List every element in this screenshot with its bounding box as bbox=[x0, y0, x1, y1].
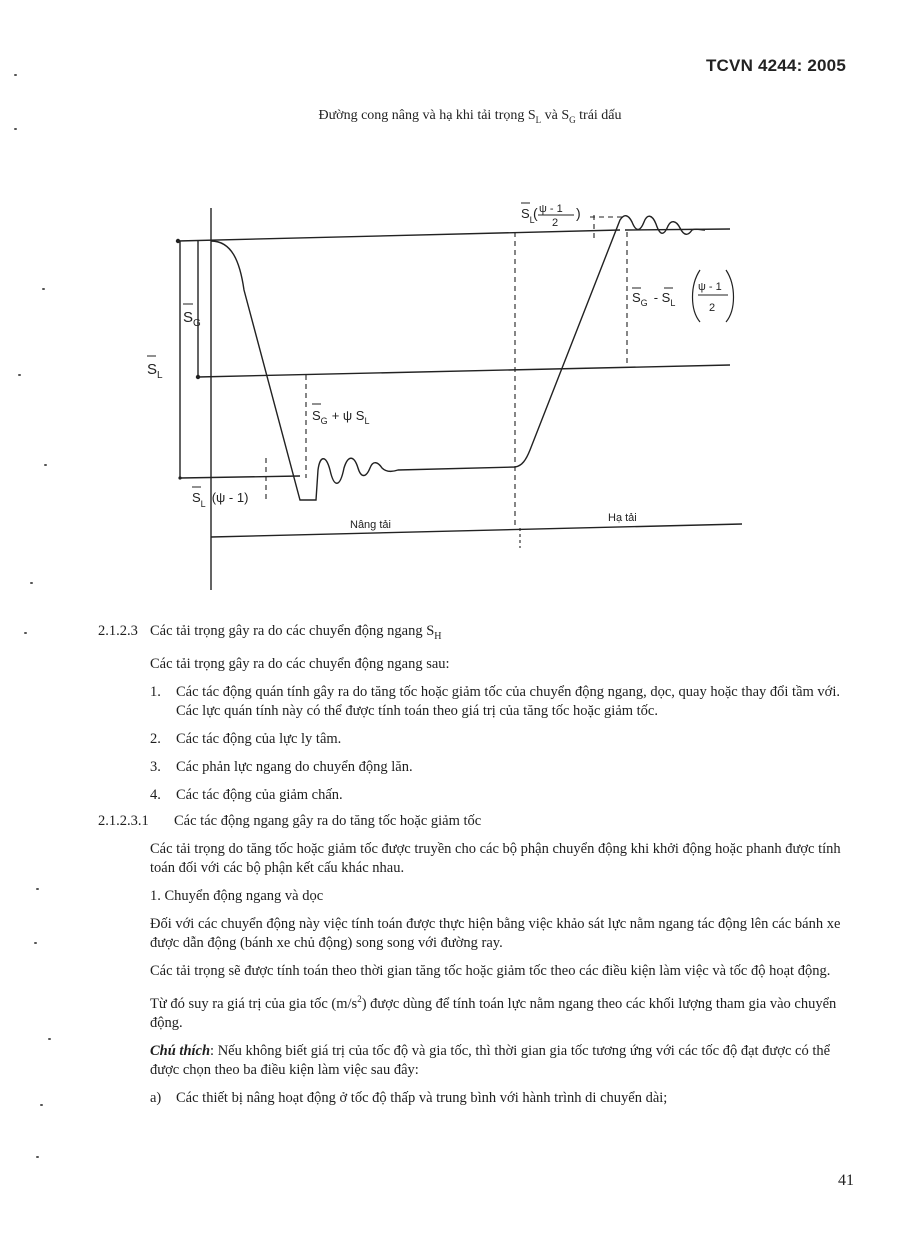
top-reference-line bbox=[178, 230, 620, 241]
svg-text:): ) bbox=[576, 205, 581, 221]
section-lead: Các tải trọng gây ra do các chuyển động ngang sau: bbox=[150, 655, 450, 672]
scan-speck bbox=[36, 888, 39, 890]
section-heading: 2.1.2.3 Các tải trọng gây ra do các chuyển động ngang $S_H$ bbox=[98, 623, 442, 642]
label-top-sl: $S_L$ bbox=[521, 206, 535, 225]
label-right-frac-den: 2 bbox=[709, 302, 716, 314]
scan-speck bbox=[30, 582, 33, 584]
svg-text:(: ( bbox=[533, 205, 538, 221]
lifting-curve bbox=[211, 216, 705, 500]
subsection-heading: 2.1.2.3.1 Các tác động ngang gây ra do tăng tốc hoặc giảm tốc bbox=[98, 812, 482, 829]
scan-speck bbox=[34, 942, 37, 944]
list-item: 3. Các phản lực ngang do chuyển động lăn. bbox=[150, 758, 413, 775]
load-curve-diagram bbox=[0, 0, 898, 600]
label-right-sg: $S_G - S_L$ bbox=[632, 290, 676, 308]
label-lowering: Hạ tải bbox=[608, 512, 637, 524]
scan-speck bbox=[24, 632, 27, 634]
label-sl-left: $S_L$ bbox=[147, 361, 163, 381]
paragraph: Đối với các chuyển động này việc tính toán được thực hiện bằng việc khảo sát lực nằm ngang tác động lên các bánh xe được dẫn động (bánh xe chủ động) song song với đường ray. bbox=[150, 915, 841, 951]
scan-speck bbox=[18, 374, 21, 376]
horizontal-axis bbox=[211, 524, 742, 537]
label-right-frac-num: ψ - 1 bbox=[698, 281, 722, 293]
subsection-body bbox=[98, 840, 858, 1108]
page-number: 41 bbox=[838, 1172, 854, 1189]
scan-speck bbox=[42, 288, 45, 290]
list-item: 4. Các tác động của giảm chấn. bbox=[150, 786, 343, 803]
label-top-frac-num: ψ - 1 bbox=[539, 203, 563, 215]
paragraph: Các tải trọng sẽ được tính toán theo thời gian tăng tốc hoặc giảm tốc theo các điều kiện làm việc và tốc độ hoạt động. bbox=[150, 962, 831, 979]
standard-code: TCVN 4244: 2005 bbox=[705, 56, 846, 75]
scan-speck bbox=[14, 74, 17, 76]
mid-reference-line bbox=[198, 365, 730, 377]
paragraph: Từ đó suy ra giá trị của gia tốc $(m/s^2)$ được dùng để tính toán lực nằm ngang theo các khối lượng tham gia vào chuyển động. bbox=[150, 993, 837, 1031]
scan-speck bbox=[40, 1104, 43, 1106]
bottom-reference-line bbox=[180, 476, 300, 478]
label-sg-plus-psi-sl: $S_G + \psi$ $S_L$ bbox=[312, 408, 370, 426]
paragraph: 1. Chuyển động ngang và dọc bbox=[150, 887, 324, 904]
load-list bbox=[98, 683, 858, 805]
scan-speck bbox=[44, 464, 47, 466]
list-item: 2. Các tác động của lực ly tâm. bbox=[150, 730, 342, 747]
label-sl-psi-minus-1: $S_L$ (ψ - 1) bbox=[192, 490, 249, 509]
scan-speck bbox=[14, 128, 17, 130]
paragraph: Các tải trọng do tăng tốc hoặc giảm tốc được truyền cho các bộ phận chuyển động khi khởi động hoặc phanh được tính toán đối với các bộ phận kết cấu khác nhau. bbox=[150, 840, 841, 876]
list-item: 1. Các tác động quán tính gây ra do tăng tốc hoặc giảm tốc của chuyển động ngang, dọc, quay hoặc thay đổi tầm với. Các lực quán tính này có thể được tính toán theo giá trị của tăng tốc hoặc giảm tốc. bbox=[150, 683, 840, 719]
list-item-a: a) Các thiết bị nâng hoạt động ở tốc độ thấp và trung bình với hành trình di chuyển dài; bbox=[150, 1089, 668, 1106]
label-top-frac-den: 2 bbox=[552, 217, 559, 229]
note-paragraph: Chú thích: Nếu không biết giá trị của tốc độ và gia tốc, thì thời gian gia tốc tương ứng với các tốc độ đạt được có thể được chọn theo ba điều kiện làm việc sau đây: bbox=[150, 1042, 831, 1078]
label-lifting: Nâng tải bbox=[350, 519, 391, 531]
body-text bbox=[98, 622, 858, 1108]
label-sg: $S_G$ bbox=[183, 309, 201, 329]
scan-speck bbox=[48, 1038, 51, 1040]
figure-title: Đường cong nâng và hạ khi tải trọng $S_L$ và $S_G$ trái dấu bbox=[318, 108, 622, 125]
scan-speck bbox=[36, 1156, 39, 1158]
